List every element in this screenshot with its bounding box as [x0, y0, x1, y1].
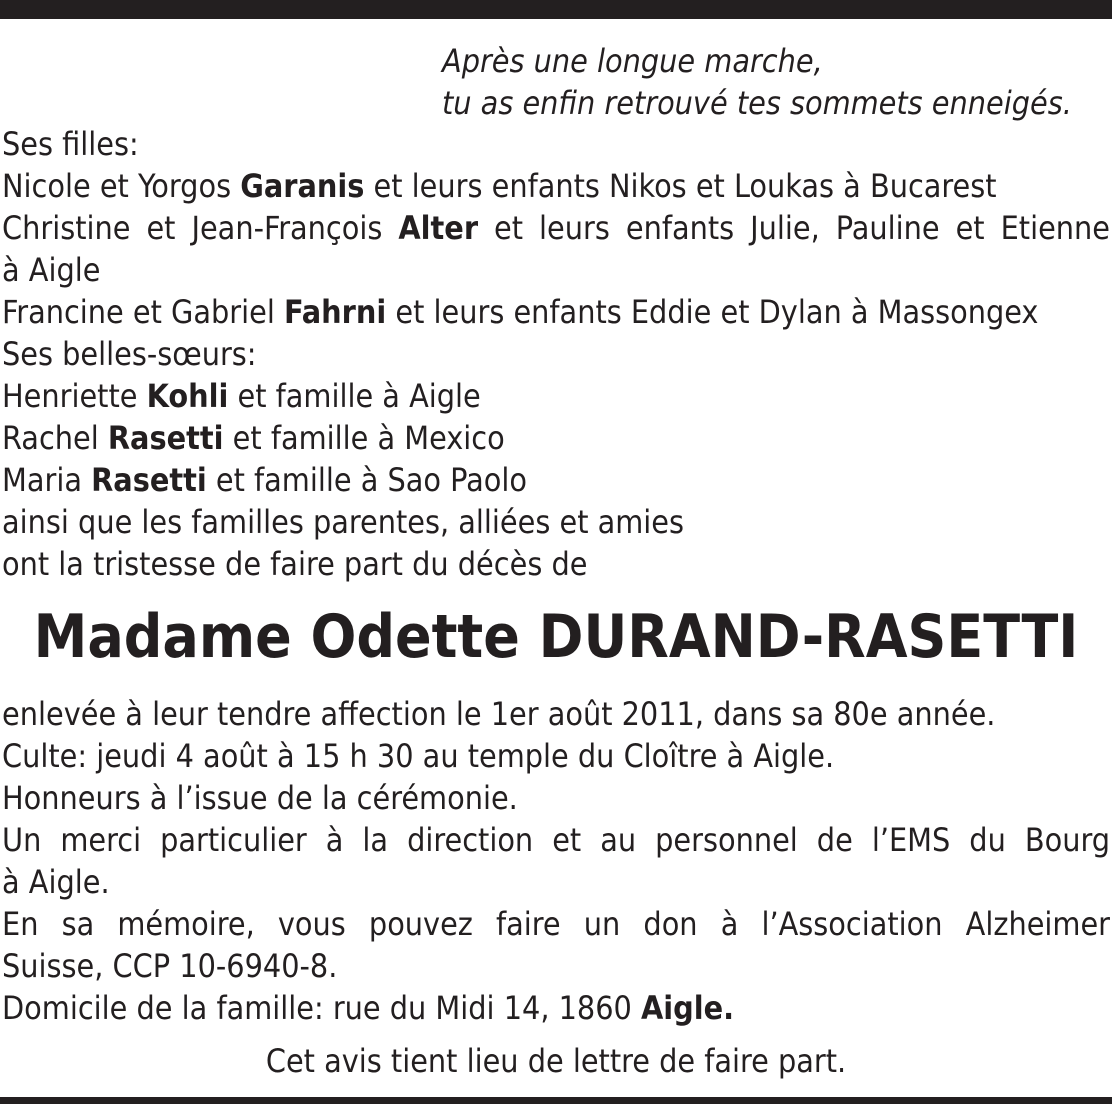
text: et leurs enfants Nikos et Loukas à Bucarest [364, 167, 997, 205]
surname: Fahrni [283, 293, 387, 331]
daughter-line-2 [2, 207, 1110, 249]
daughter-line-3 [2, 291, 1110, 333]
text: Maria [2, 461, 92, 499]
deceased-name: Madame Odette DURAND-RASETTI [33, 602, 1079, 672]
text: Nicole et Yorgos [2, 167, 241, 205]
surname: Alter [398, 209, 479, 247]
text: Henriette [2, 377, 147, 415]
top-rule [0, 0, 1112, 19]
sister-line-1 [2, 375, 1110, 417]
donation-line: En sa mémoire, vous pouvez faire un don à l’Association Alzheimer [2, 905, 1110, 943]
relatives-line: ainsi que les familles parentes, alliées et amies [2, 503, 685, 541]
surname: Rasetti [107, 419, 224, 457]
details [2, 693, 1110, 1029]
sister-line-3 [2, 459, 1110, 501]
text: Francine et Gabriel [2, 293, 284, 331]
text: Christine et Jean-François [2, 209, 399, 247]
address-line [2, 987, 1110, 1029]
surname: Rasetti [91, 461, 207, 499]
family-list [2, 123, 1110, 585]
thanks-line-cont: à Aigle. [2, 863, 110, 901]
thanks-line: Un merci particulier à la direction et au personnel de l’EMS du Bourg [2, 821, 1110, 859]
daughter-line-2-cont: à Aigle [2, 251, 101, 289]
epigraph-line-1: Après une longue marche, [442, 42, 823, 80]
epigraph [442, 40, 1072, 124]
text: et leurs enfants Eddie et Dylan à Massongex [386, 293, 1039, 331]
text: et leurs enfants Julie, Pauline et Etienne [478, 209, 1111, 247]
service-line: Culte: jeudi 4 août à 15 h 30 au temple du Cloître à Aigle. [2, 737, 835, 775]
daughters-heading: Ses filles: [2, 125, 139, 163]
closing-line: Cet avis tient lieu de lettre de faire part. [265, 1042, 847, 1080]
text: Rachel [2, 419, 108, 457]
text: et famille à Aigle [228, 377, 481, 415]
text: et famille à Mexico [223, 419, 505, 457]
bottom-rule [0, 1097, 1112, 1104]
text: et famille à Sao Paolo [206, 461, 527, 499]
details-line-1: enlevée à leur tendre affection le 1er août 2011, dans sa 80e année. [2, 695, 996, 733]
sister-line-2 [2, 417, 1110, 459]
donation-line-cont: Suisse, CCP 10-6940-8. [2, 947, 338, 985]
announcement-line: ont la tristesse de faire part du décès de [2, 545, 588, 583]
daughter-line-1 [2, 165, 1110, 207]
surname: Kohli [146, 377, 229, 415]
sisters-in-law-heading: Ses belles-sœurs: [2, 335, 257, 373]
address-city: Aigle. [640, 989, 735, 1027]
epigraph-line-2: tu as enfin retrouvé tes sommets enneigés. [442, 84, 1072, 122]
honours-line: Honneurs à l’issue de la cérémonie. [2, 779, 518, 817]
surname: Garanis [240, 167, 365, 205]
text: Domicile de la famille: rue du Midi 14, 1860 [2, 989, 641, 1027]
